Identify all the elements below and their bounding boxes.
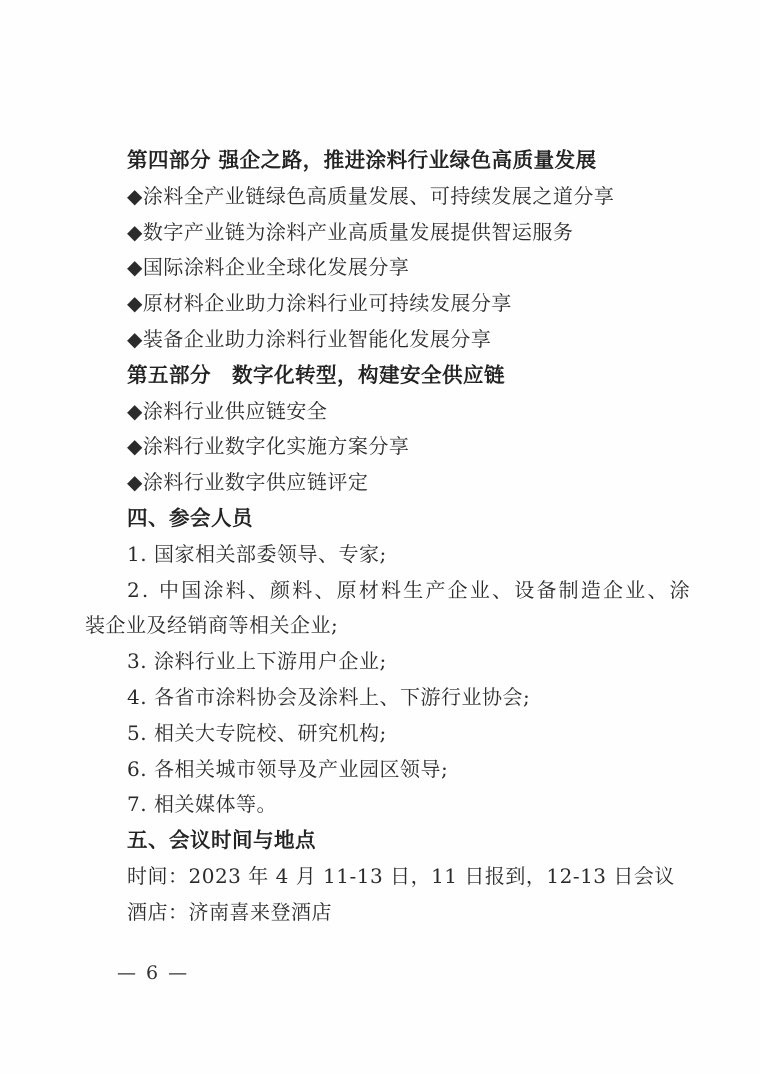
bullet-item: ◆涂料行业数字供应链评定 <box>127 470 369 495</box>
section-heading-part5: 第五部分 数字化转型，构建安全供应链 <box>127 362 505 387</box>
bullet-item: ◆涂料行业数字化实施方案分享 <box>127 434 410 459</box>
bullet-item: ◆涂料全产业链绿色高质量发展、可持续发展之道分享 <box>127 183 615 208</box>
document-body <box>85 143 692 931</box>
numbered-item: 3. 涂料行业上下游用户企业; <box>127 649 387 674</box>
numbered-item: 7. 相关媒体等。 <box>127 792 277 817</box>
section-heading-part4: 第四部分 强企之路，推进涂料行业绿色高质量发展 <box>127 148 597 172</box>
bullet-item: ◆数字产业链为涂料产业高质量发展提供智运服务 <box>127 219 574 244</box>
section-heading-time-location: 五、会议时间与地点 <box>127 828 316 853</box>
numbered-item: 4. 各省市涂料协会及涂料上、下游行业协会; <box>127 684 531 709</box>
page-number: — 6 — <box>117 962 190 984</box>
info-line-time: 时间：2023 年 4 月 11-13 日，11 日报到，12-13 日会议 <box>127 863 675 888</box>
numbered-item: 2. 中国涂料、颜料、原材料生产企业、设备制造企业、涂 <box>127 577 692 602</box>
info-line-hotel: 酒店：济南喜来登酒店 <box>127 899 332 924</box>
section-heading-attendees: 四、参会人员 <box>127 505 253 530</box>
numbered-item-continuation: 装企业及经销商等相关企业; <box>85 613 339 638</box>
numbered-item: 6. 各相关城市领导及产业园区领导; <box>127 756 449 781</box>
numbered-item: 1. 国家相关部委领导、专家; <box>127 541 387 566</box>
numbered-item: 5. 相关大专院校、研究机构; <box>127 720 387 745</box>
bullet-item: ◆原材料企业助力涂料行业可持续发展分享 <box>127 291 512 316</box>
bullet-item: ◆涂料行业供应链安全 <box>127 398 328 423</box>
bullet-item: ◆国际涂料企业全球化发展分享 <box>127 255 410 280</box>
bullet-item: ◆装备企业助力涂料行业智能化发展分享 <box>127 326 492 351</box>
